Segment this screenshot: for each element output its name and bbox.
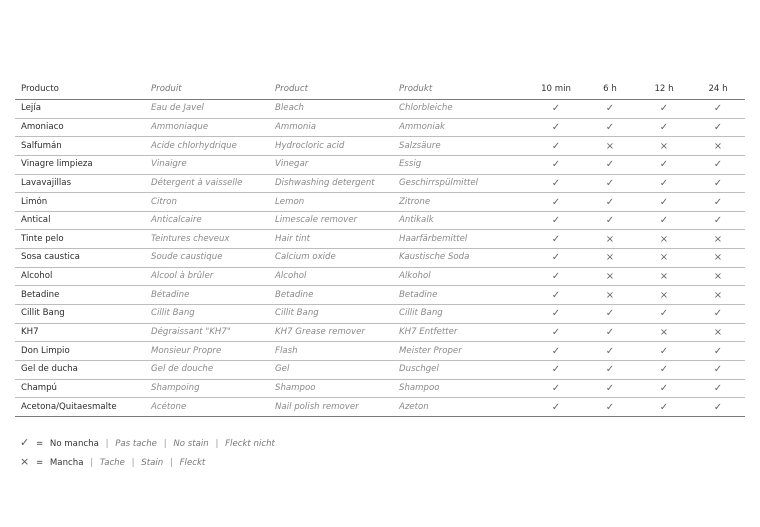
cell-product-es: Salfumán [15, 137, 145, 156]
cell-product-en: Calcium oxide [269, 249, 393, 268]
legend-bad-es: Mancha [49, 458, 84, 468]
cell-product-de: Azeton [393, 398, 529, 417]
legend-ok-es: No mancha [49, 439, 99, 449]
cross-icon-6h: × [583, 137, 637, 156]
cross-icon-24h: × [691, 286, 745, 305]
cell-product-fr: Monsieur Propre [145, 342, 269, 361]
cross-icon-12h: × [637, 267, 691, 286]
header-product-de: Produkt [393, 79, 529, 100]
legend-equals: = [35, 458, 44, 468]
cell-product-de: Alkohol [393, 267, 529, 286]
cell-product-de: Salzsäure [393, 137, 529, 156]
check-icon-10min: ✓ [529, 249, 583, 268]
check-icon-24h: ✓ [691, 360, 745, 379]
cell-product-de: Shampoo [393, 379, 529, 398]
table-row [15, 137, 745, 156]
cross-icon-12h: × [637, 137, 691, 156]
check-icon-12h: ✓ [637, 342, 691, 361]
header-time-12h: 12 h [637, 79, 691, 100]
legend-ok-fr: Pas tache [115, 439, 157, 449]
cell-product-de: Cillit Bang [393, 305, 529, 324]
cell-product-es: Betadine [15, 286, 145, 305]
check-icon-10min: ✓ [529, 379, 583, 398]
cell-product-en: Flash [269, 342, 393, 361]
cell-product-en: Ammonia [269, 118, 393, 137]
check-icon-12h: ✓ [637, 360, 691, 379]
cell-product-es: Lejía [15, 100, 145, 119]
table-row [15, 193, 745, 212]
table-row [15, 360, 745, 379]
header-product-fr: Produit [145, 79, 269, 100]
cell-product-en: Alcohol [269, 267, 393, 286]
check-icon-10min: ✓ [529, 323, 583, 342]
check-icon-6h: ✓ [583, 193, 637, 212]
legend-separator: | [163, 439, 167, 449]
cell-product-es: KH7 [15, 323, 145, 342]
check-icon-10min: ✓ [529, 211, 583, 230]
check-icon-12h: ✓ [637, 155, 691, 174]
table-row [15, 342, 745, 361]
check-icon-24h: ✓ [691, 174, 745, 193]
cross-icon-24h: × [691, 323, 745, 342]
legend-bad-en: Stain [141, 458, 164, 468]
cell-product-de: Zitrone [393, 193, 529, 212]
cell-product-es: Alcohol [15, 267, 145, 286]
table-row [15, 155, 745, 174]
check-icon-6h: ✓ [583, 305, 637, 324]
check-icon-24h: ✓ [691, 379, 745, 398]
cell-product-de: KH7 Entfetter [393, 323, 529, 342]
check-icon-6h: ✓ [583, 398, 637, 417]
table-row [15, 286, 745, 305]
header-row [15, 79, 745, 100]
check-icon-10min: ✓ [529, 118, 583, 137]
header-product-en: Product [269, 79, 393, 100]
cross-icon-24h: × [691, 267, 745, 286]
check-icon-6h: ✓ [583, 323, 637, 342]
table-body [15, 100, 745, 417]
header-time-6h: 6 h [583, 79, 637, 100]
table-row [15, 174, 745, 193]
cell-product-de: Chlorbleiche [393, 100, 529, 119]
legend-separator: | [105, 439, 109, 449]
check-icon-6h: ✓ [583, 118, 637, 137]
cell-product-es: Cillit Bang [15, 305, 145, 324]
check-icon: ✓ [20, 436, 30, 449]
check-icon-24h: ✓ [691, 193, 745, 212]
cell-product-fr: Gel de douche [145, 360, 269, 379]
cross-icon-12h: × [637, 249, 691, 268]
cell-product-en: Hair tint [269, 230, 393, 249]
cell-product-de: Haarfärbemittel [393, 230, 529, 249]
check-icon-24h: ✓ [691, 211, 745, 230]
cell-product-es: Don Limpio [15, 342, 145, 361]
cross-icon-6h: × [583, 230, 637, 249]
check-icon-24h: ✓ [691, 100, 745, 119]
cell-product-fr: Soude caustique [145, 249, 269, 268]
cell-product-fr: Shampoing [145, 379, 269, 398]
check-icon-10min: ✓ [529, 398, 583, 417]
check-icon-12h: ✓ [637, 100, 691, 119]
check-icon-24h: ✓ [691, 398, 745, 417]
check-icon-6h: ✓ [583, 342, 637, 361]
header-time-10min: 10 min [529, 79, 583, 100]
cell-product-fr: Détergent à vaisselle [145, 174, 269, 193]
check-icon-10min: ✓ [529, 100, 583, 119]
cell-product-fr: Vinaigre [145, 155, 269, 174]
legend-separator: | [215, 439, 219, 449]
cell-product-en: Hydrocloric acid [269, 137, 393, 156]
table-row [15, 398, 745, 417]
check-icon-10min: ✓ [529, 360, 583, 379]
cell-product-fr: Acide chlorhydrique [145, 137, 269, 156]
check-icon-10min: ✓ [529, 305, 583, 324]
check-icon-10min: ✓ [529, 342, 583, 361]
cross-icon-6h: × [583, 249, 637, 268]
check-icon-12h: ✓ [637, 305, 691, 324]
cell-product-de: Geschirrspülmittel [393, 174, 529, 193]
cell-product-es: Acetona/Quitaesmalte [15, 398, 145, 417]
cell-product-es: Amoniaco [15, 118, 145, 137]
table-header [15, 79, 745, 100]
cell-product-de: Essig [393, 155, 529, 174]
cell-product-en: Gel [269, 360, 393, 379]
table-row [15, 211, 745, 230]
table-row [15, 379, 745, 398]
cell-product-en: Betadine [269, 286, 393, 305]
cross-icon-12h: × [637, 230, 691, 249]
cell-product-en: Bleach [269, 100, 393, 119]
cell-product-en: Limescale remover [269, 211, 393, 230]
cell-product-es: Lavavajillas [15, 174, 145, 193]
cell-product-fr: Alcool à brûler [145, 267, 269, 286]
cell-product-fr: Eau de Javel [145, 100, 269, 119]
cell-product-es: Gel de ducha [15, 360, 145, 379]
cell-product-en: Vinegar [269, 155, 393, 174]
table-row [15, 100, 745, 119]
check-icon-10min: ✓ [529, 174, 583, 193]
cross-icon-6h: × [583, 286, 637, 305]
cell-product-fr: Dégraissant "KH7" [145, 323, 269, 342]
legend-ok-de: Fleckt nicht [225, 439, 275, 449]
table-row [15, 305, 745, 324]
cross-icon-12h: × [637, 286, 691, 305]
cross-icon-24h: × [691, 249, 745, 268]
cross-icon: × [20, 455, 30, 468]
check-icon-12h: ✓ [637, 193, 691, 212]
table-row [15, 118, 745, 137]
legend-ok-en: No stain [173, 439, 209, 449]
cell-product-fr: Cillit Bang [145, 305, 269, 324]
cell-product-en: Dishwashing detergent [269, 174, 393, 193]
check-icon-24h: ✓ [691, 305, 745, 324]
legend-separator: | [90, 458, 94, 468]
cell-product-en: Cillit Bang [269, 305, 393, 324]
legend-separator: | [131, 458, 135, 468]
cell-product-en: KH7 Grease remover [269, 323, 393, 342]
stain-resistance-table-wrap [15, 79, 745, 417]
check-icon-10min: ✓ [529, 193, 583, 212]
check-icon-6h: ✓ [583, 174, 637, 193]
check-icon-12h: ✓ [637, 379, 691, 398]
cell-product-de: Kaustische Soda [393, 249, 529, 268]
stain-resistance-table [15, 79, 745, 417]
legend-bad-fr: Tache [99, 458, 125, 468]
check-icon-10min: ✓ [529, 137, 583, 156]
header-product-es: Producto [15, 79, 145, 100]
cell-product-fr: Citron [145, 193, 269, 212]
check-icon-24h: ✓ [691, 118, 745, 137]
cell-product-de: Betadine [393, 286, 529, 305]
cell-product-de: Duschgel [393, 360, 529, 379]
cell-product-es: Tinte pelo [15, 230, 145, 249]
cross-icon-6h: × [583, 267, 637, 286]
check-icon-6h: ✓ [583, 379, 637, 398]
legend-equals: = [35, 439, 44, 449]
cell-product-es: Limón [15, 193, 145, 212]
check-icon-6h: ✓ [583, 211, 637, 230]
legend-bad-de: Fleckt [179, 458, 206, 468]
table-row [15, 249, 745, 268]
check-icon-12h: ✓ [637, 398, 691, 417]
check-icon-10min: ✓ [529, 267, 583, 286]
cell-product-fr: Teintures cheveux [145, 230, 269, 249]
cell-product-de: Ammoniak [393, 118, 529, 137]
check-icon-10min: ✓ [529, 230, 583, 249]
legend-separator: | [169, 458, 173, 468]
table-row [15, 323, 745, 342]
cell-product-es: Champú [15, 379, 145, 398]
cross-icon-24h: × [691, 137, 745, 156]
check-icon-6h: ✓ [583, 155, 637, 174]
table-row [15, 267, 745, 286]
cross-icon-12h: × [637, 323, 691, 342]
check-icon-24h: ✓ [691, 342, 745, 361]
cell-product-en: Nail polish remover [269, 398, 393, 417]
check-icon-6h: ✓ [583, 100, 637, 119]
check-icon-12h: ✓ [637, 118, 691, 137]
check-icon-12h: ✓ [637, 174, 691, 193]
check-icon-12h: ✓ [637, 211, 691, 230]
cell-product-es: Vinagre limpieza [15, 155, 145, 174]
cell-product-fr: Acétone [145, 398, 269, 417]
cell-product-fr: Anticalcaire [145, 211, 269, 230]
cell-product-es: Sosa caustica [15, 249, 145, 268]
check-icon-6h: ✓ [583, 360, 637, 379]
cross-icon-24h: × [691, 230, 745, 249]
cell-product-en: Lemon [269, 193, 393, 212]
cell-product-de: Meister Proper [393, 342, 529, 361]
cell-product-es: Antical [15, 211, 145, 230]
legend-stain [20, 455, 205, 468]
header-time-24h: 24 h [691, 79, 745, 100]
check-icon-10min: ✓ [529, 286, 583, 305]
cell-product-fr: Bétadine [145, 286, 269, 305]
cell-product-fr: Ammoniaque [145, 118, 269, 137]
legend-no-stain [20, 436, 275, 449]
check-icon-24h: ✓ [691, 155, 745, 174]
cell-product-de: Antikalk [393, 211, 529, 230]
check-icon-10min: ✓ [529, 155, 583, 174]
table-row [15, 230, 745, 249]
cell-product-en: Shampoo [269, 379, 393, 398]
